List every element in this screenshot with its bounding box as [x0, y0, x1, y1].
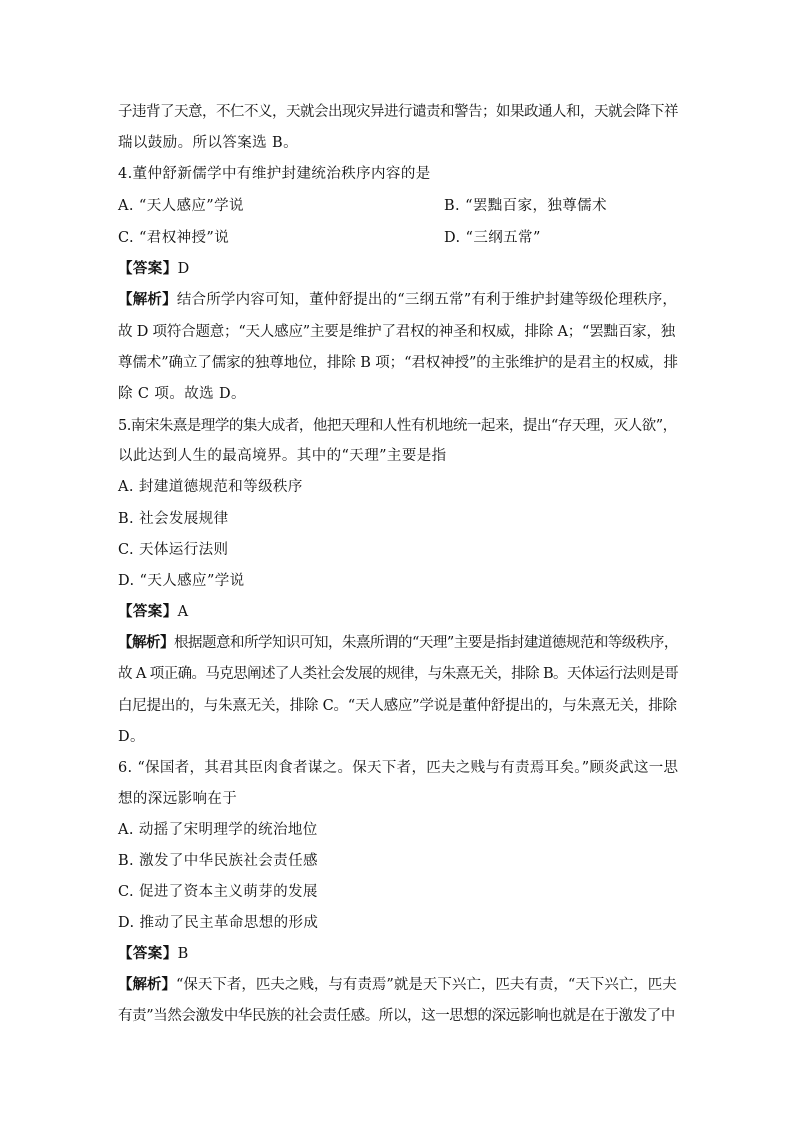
text-line: 白尼提出的，与朱熹无关，排除 C。“天人感应”学说是董仲舒提出的，与朱熹无关，排除 [118, 698, 677, 714]
analysis-text: 根据题意和所学知识可知，朱熹所谓的“天理”主要是指封建道德规范和等级秩序， [174, 635, 678, 651]
question-4-option-d: D. “三纲五常” [444, 230, 541, 246]
answer-value: B [177, 946, 189, 962]
analysis-text: 结合所学内容可知，董仲舒提出的“三纲五常”有利于维护封建等级伦理秩序， [176, 292, 678, 308]
question-6-option-b: B. 激发了中华民族社会责任感 [118, 853, 318, 869]
question-5-stem: 5.南宋朱熹是理学的集大成者，他把天理和人性有机地统一起来，提出“存天理，灭人欲”， [118, 418, 677, 434]
question-5-option-d: D. “天人感应”学说 [118, 573, 245, 589]
text-line: 想的深远影响在于 [118, 791, 238, 807]
text-line: 瑞以鼓励。所以答案选 B。 [118, 135, 298, 151]
text-line: 尊儒术”确立了儒家的独尊地位，排除 B 项；“君权神授”的主张维护的是君主的权威，排 [118, 355, 678, 371]
question-5-option-a: A. 封建道德规范和等级秩序 [118, 479, 303, 495]
question-4-stem: 4.董仲舒新儒学中有维护封建统治秩序内容的是 [118, 166, 431, 182]
text-line: 故 A 项正确。马克思阐述了人类社会发展的规律，与朱熹无关，排除 B。天体运行法则是哥 [118, 666, 679, 682]
question-6-option-a: A. 动摇了宋明理学的统治地位 [118, 822, 318, 838]
text-line: 故 D 项符合题意；“天人感应”主要是维护了君权的神圣和权威，排除 A；“罢黜百家，独 [118, 324, 676, 340]
question-4-analysis [118, 290, 678, 310]
question-4-option-c: C. “君权神授”说 [118, 230, 230, 246]
question-6-option-c: C. 促进了资本主义萌芽的发展 [118, 884, 318, 900]
question-5-analysis [118, 633, 678, 653]
text-line: D。 [118, 729, 145, 745]
question-4-answer [118, 259, 678, 279]
question-6-analysis [118, 975, 678, 995]
analysis-text: “保天下者，匹夫之贱，与有责焉”就是天下兴亡，匹夫有责，“天下兴亡，匹夫 [176, 977, 677, 993]
text-line: 除 C 项。故选 D。 [118, 386, 246, 402]
question-6-option-d: D. 推动了民主革命思想的形成 [118, 915, 319, 931]
analysis-label: 【解析】 [118, 634, 174, 651]
question-5-option-b: B. 社会发展规律 [118, 511, 229, 527]
text-line: 以此达到人生的最高境界。其中的“天理”主要是指 [118, 448, 447, 464]
question-4-option-a: A. “天人感应”学说 [118, 198, 244, 214]
answer-label: 【答案】 [118, 945, 178, 962]
question-5-answer [118, 602, 678, 622]
analysis-label: 【解析】 [118, 291, 177, 308]
answer-label: 【答案】 [118, 603, 178, 620]
text-line: 子违背了天意，不仁不义，天就会出现灾异进行谴责和警告；如果政通人和，天就会降下祥 [118, 104, 678, 120]
answer-value: A [177, 604, 189, 620]
question-6-stem: 6. “保国者，其君其臣肉食者谋之。保天下者，匹夫之贱与有责焉耳矣。”顾炎武这一思 [118, 760, 679, 776]
text-line: 有责”当然会激发中华民族的社会责任感。所以，这一思想的深远影响也就是在于激发了中 [118, 1008, 675, 1024]
question-5-option-c: C. 天体运行法则 [118, 542, 229, 558]
question-4-option-b: B. “罢黜百家，独尊儒术 [444, 198, 607, 214]
answer-value: D [177, 261, 190, 277]
question-6-answer [118, 944, 678, 964]
analysis-label: 【解析】 [118, 976, 176, 993]
answer-label: 【答案】 [118, 260, 178, 277]
